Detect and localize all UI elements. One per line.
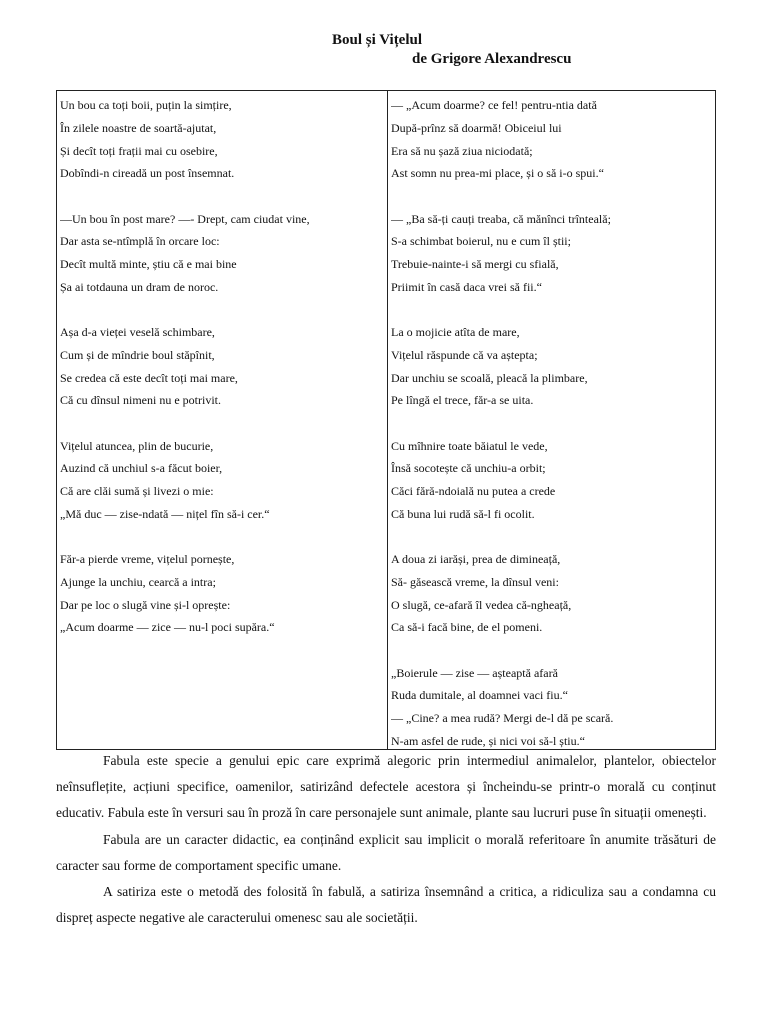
- poem-line: La o mojicie atîta de mare,: [391, 325, 520, 339]
- poem-stanza: [391, 548, 715, 639]
- poem-line: Făr-a pierde vreme, vițelul pornește,: [60, 552, 235, 566]
- poem-line: — „Ba să-ți cauți treaba, că mănînci trînteală;: [391, 211, 611, 226]
- poem-line: Vițelul atuncea, plin de bucurie,: [60, 438, 214, 453]
- poem-line: Priimit în casă daca vrei să fii.“: [391, 279, 542, 294]
- poem-left-column: [57, 91, 388, 749]
- poem-line: Ajunge la unchiu, cearcă a intra;: [60, 574, 216, 589]
- prose-paragraph: Fabula este specie a genului epic care exprimă alegoric prin intermediul animalelor, plantelor, obiectelor neînsuflețite, acțiuni specifice, oamenilor, satirizând defectele acestora și încheindu-se printr-o morală cu conținut educativ. Fabula este în versuri sau în proză în care personajele sunt animale, plante sau lucruri puse în situații omenești.: [56, 753, 716, 821]
- poem-line: N-am asfel de rude, și nici voi să-l știu.“: [391, 733, 585, 748]
- poem-line: Ca să-i facă bine, de el pomeni.: [391, 620, 543, 635]
- poem-stanza: [60, 321, 387, 412]
- poem-stanza: [60, 208, 387, 299]
- poem-line: Dar asta se-ntîmplă în orcare loc:: [60, 234, 220, 249]
- poem-stanza: [60, 94, 387, 185]
- poem-line: „Acum doarme — zice — nu-l poci supăra.“: [60, 620, 275, 635]
- prose-paragraph: A satiriza este o metodă des folosită în fabulă, a satiriza însemnând a critica, a ridiculiza sau a condamna cu dispreț aspecte negative ale caracterului omenesc sau ale societății.: [56, 884, 716, 926]
- poem-line: Că are clăi sumă și livezi o mie:: [60, 484, 214, 498]
- poem-line: Dar pe loc o slugă vine și-l oprește:: [60, 597, 231, 612]
- poem-line: Era să nu șază ziua niciodată;: [391, 143, 533, 158]
- poem-line: A doua zi iarăși, prea de dimineață,: [391, 552, 561, 566]
- poem-stanza: [391, 662, 715, 753]
- document-author: de Grigore Alexandrescu: [412, 51, 572, 67]
- poem-line: Și decît toți frații mai cu osebire,: [60, 143, 218, 158]
- poem-line: Așa d-a vieței veselă schimbare,: [60, 325, 215, 339]
- poem-line: Cum și de mîndrie boul stăpînit,: [60, 347, 215, 362]
- poem-line: Se credea că este decît toți mai mare,: [60, 370, 238, 385]
- poem-right-column: [388, 91, 715, 749]
- poem-line: —Un bou în post mare? —- Drept, cam ciudat vine,: [60, 211, 310, 226]
- poem-line: Un bou ca toți boii, puțin la simțire,: [60, 98, 232, 112]
- poem-line: Pe lîngă el trece, făr-a se uita.: [391, 393, 534, 408]
- poem-line: Ast somn nu prea-mi place, și o să i-o spui.“: [391, 166, 604, 181]
- poem-line: Însă socotește că unchiu-a orbit;: [391, 461, 546, 476]
- poem-line: — „Acum doarme? ce fel! pentru-ntia dată: [391, 98, 597, 112]
- poem-line: Că buna lui rudă să-l fi ocolit.: [391, 506, 535, 521]
- poem-line: S-a schimbat boierul, nu e cum îl știi;: [391, 234, 571, 249]
- prose-paragraph: Fabula are un caracter didactic, ea conținând explicit sau implicit o morală referitoare în anumite trăsături de caracter sau forme de comportament specific umane.: [56, 831, 716, 873]
- poem-line: Căci fără-ndoială nu putea a crede: [391, 484, 556, 498]
- poem-stanza: [391, 208, 715, 299]
- poem-line: Auzind că unchiul s-a făcut boier,: [60, 461, 223, 476]
- poem-line: „Boierule — zise — așteaptă afară: [391, 665, 558, 680]
- poem-line: Cu mîhnire toate băiatul le vede,: [391, 438, 548, 453]
- poem-stanza: [391, 435, 715, 526]
- poem-line: Că cu dînsul nimeni nu e potrivit.: [60, 393, 221, 408]
- poem-line: Ruda dumitale, al doamnei vaci fiu.“: [391, 688, 568, 703]
- document-title: Boul și Vițelul: [332, 32, 423, 48]
- poem-line: Trebuie-nainte-i să mergi cu sfială,: [391, 257, 559, 271]
- poem-line: Șa ai totdauna un dram de noroc.: [60, 279, 219, 294]
- poem-line: „Mă duc — zise-ndată — nițel fîn să-i cer.“: [60, 506, 270, 521]
- poem-line: Dar unchiu se scoală, pleacă la plimbare,: [391, 370, 588, 385]
- poem-table: [56, 90, 716, 750]
- poem-line: Să- găsească vreme, la dînsul veni:: [391, 574, 559, 589]
- poem-line: După-prînz să doarmă! Obiceiul lui: [391, 120, 562, 135]
- poem-line: Decît multă minte, știu că e mai bine: [60, 257, 237, 271]
- prose-section: [56, 748, 716, 931]
- poem-stanza: [391, 94, 715, 185]
- poem-stanza: [60, 548, 387, 639]
- poem-stanza: [60, 435, 387, 526]
- poem-line: Vițelul răspunde că va aștepta;: [391, 347, 538, 362]
- poem-line: În zilele noastre de soartă-ajutat,: [60, 120, 217, 135]
- poem-line: O slugă, ce-afară îl vedea că-ngheață,: [391, 597, 572, 612]
- poem-line: — „Cine? a mea rudă? Mergi de-l dă pe scară.: [391, 711, 614, 725]
- poem-stanza: [391, 321, 715, 412]
- poem-line: Dobîndi-n cireadă un post însemnat.: [60, 166, 235, 181]
